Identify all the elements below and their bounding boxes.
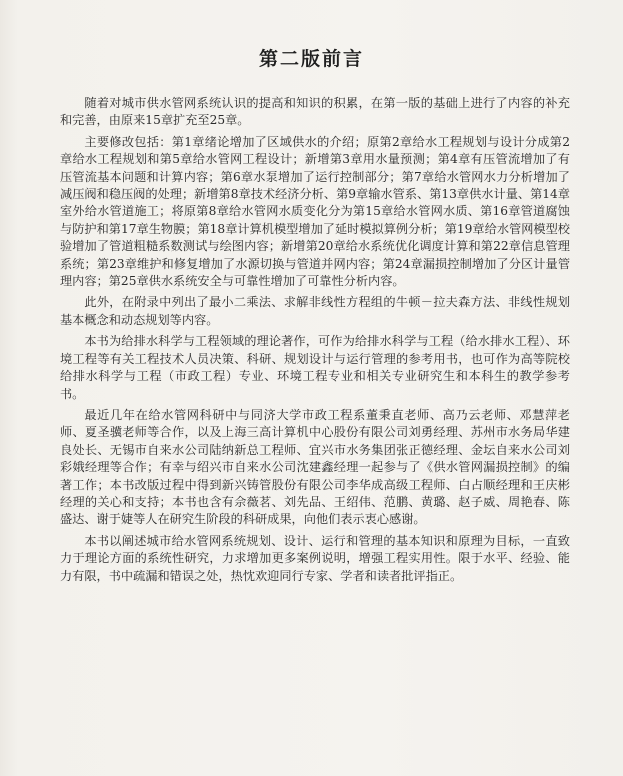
paragraph-1: 随着对城市供水管网系统认识的提高和知识的积累，在第一版的基础上进行了内容的补充和完善，由原来15章扩充至25章。 (60, 96, 570, 128)
preface-body (60, 95, 570, 589)
paragraph-2: 主要修改包括：第1章绪论增加了区域供水的介绍；原第2章给水工程规划与设计分成第2章给水工程规划和第5章给水管网工程设计；新增第3章用水量预测；第4章有压管流增加了有压管流基本问题和计算内容；第6章水泵增加了运行控制部分；第7章给水管网水力分析增加了减压阀和稳压阀的处理；新增第8章技术经济分析、第9章输水管系、第13章供水计量、第14章室外给水管道施工；将原第8章给水管网水质变化分为第15章给水管网水质、第16章管道腐蚀与防护和第17章生物膜；第18章计算机模型增加了延时模拟算例分析；第19章给水管网模型校验增加了管道粗糙系数测试与绘图内容；新增第20章给水系统优化调度计算和第22章信息管理系统；第23章维护和修复增加了水源切换与管道并网内容；第24章漏损控制增加了分区计量管理内容；第25章供水系统安全与可靠性增加了可靠性分析内容。 (60, 134, 570, 289)
paragraph-6: 本书以阐述城市给水管网系统规划、设计、运行和管理的基本知识和原理为目标，一直致力于理论方面的系统性研究，力求增加更多案例说明，增强工程实用性。限于水平、经验、能力有限，书中疏漏和错误之处，热忱欢迎同行专家、学者和读者批评指正。 (60, 533, 570, 583)
paragraph-4: 本书为给排水科学与工程领域的理论著作，可作为给排水科学与工程（给水排水工程）、环境工程等有关工程技术人员决策、科研、规划设计与运行管理的参考用书，也可作为高等院校给排水科学与工程（市政工程）专业、环境工程专业和相关专业研究生和本科生的教学参考书。 (60, 334, 570, 401)
page-title: 第二版前言 (258, 48, 364, 70)
paragraph-5: 最近几年在给水管网科研中与同济大学市政工程系董秉直老师、高乃云老师、邓慧萍老师、夏圣骥老师等合作，以及上海三高计算机中心股份有限公司刘勇经理、苏州市水务局华建良处长、无锡市自来水公司陆纳新总工程师、宜兴市水务集团张正德经理、金坛自来水公司刘彩娥经理等合作；有幸与绍兴市自来水公司沈建鑫经理一起参与了《供水管网漏损控制》的编著工作；本书改版过程中得到新兴铸管股份有限公司李华成高级工程师、白占顺经理和王庆彬经理的关心和支持；本书也含有佘薇茗、刘先品、王绍伟、范鹏、黄璐、赵子威、周艳春、陈盛达、谢于婕等人在研究生阶段的科研成果，向他们表示衷心感谢。 (60, 407, 570, 527)
paragraph-3: 此外，在附录中列出了最小二乘法、求解非线性方程组的牛顿－拉夫森方法、非线性规划基本概念和动态规划等内容。 (60, 295, 570, 327)
